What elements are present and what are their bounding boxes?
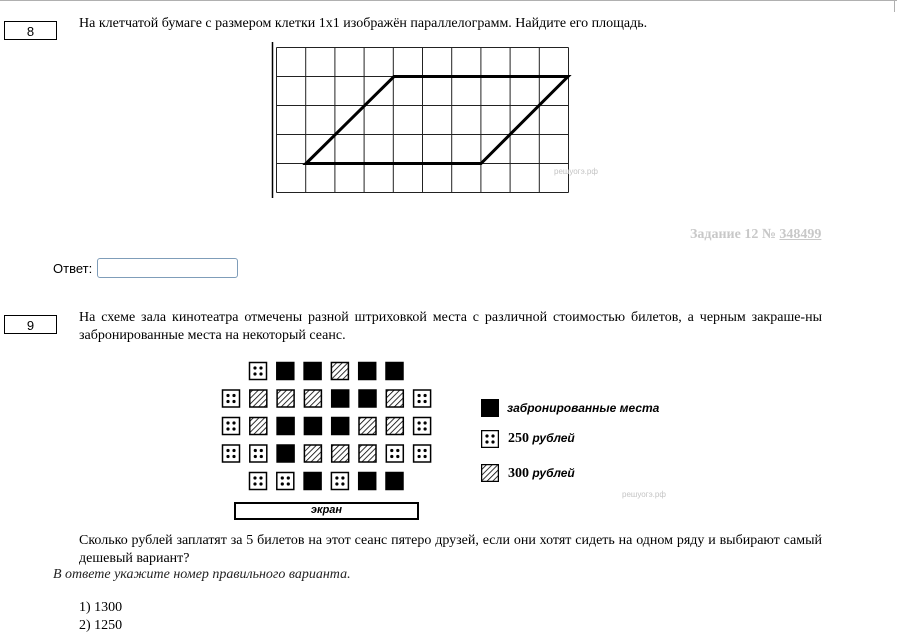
answer-option-1: 1) 1300 xyxy=(79,600,123,615)
legend-300-currency: рублей xyxy=(532,466,575,480)
legend-250-price: 250 xyxy=(508,431,529,446)
seat-booked xyxy=(332,390,349,407)
seat-250 xyxy=(277,473,294,490)
seat-250 xyxy=(250,363,267,380)
right-divider xyxy=(894,0,895,12)
seat-250 xyxy=(223,390,240,407)
seat-booked xyxy=(277,418,294,435)
answer-instruction: В ответе укажите номер правильного варианта. xyxy=(53,567,351,582)
seat-300-swatch xyxy=(481,464,499,487)
task-number-box: 9 xyxy=(4,315,57,334)
seat-booked xyxy=(386,473,403,490)
seat-300 xyxy=(277,390,294,407)
screen-label: экран xyxy=(234,502,419,520)
grid-watermark: решуогэ.рф xyxy=(554,167,598,176)
seat-booked xyxy=(277,445,294,462)
legend-250-label xyxy=(508,431,575,447)
seat-250 xyxy=(223,445,240,462)
parallelogram-shape xyxy=(306,77,568,164)
seat-300 xyxy=(250,418,267,435)
seat-300 xyxy=(250,390,267,407)
seat-300 xyxy=(359,418,376,435)
seat-250 xyxy=(414,445,431,462)
task8-question: На клетчатой бумаге с размером клетки 1x1 изображён параллелограмм. Найдите его площадь. xyxy=(79,16,648,31)
seat-booked xyxy=(386,363,403,380)
seat-250 xyxy=(223,418,240,435)
seat-booked xyxy=(277,363,294,380)
task-number-box: 8 xyxy=(4,21,57,40)
seat-map xyxy=(220,360,460,500)
seat-booked xyxy=(332,418,349,435)
seat-250 xyxy=(250,473,267,490)
seat-250 xyxy=(250,445,267,462)
task9-question-2: Сколько рублей заплатят за 5 билетов на этот сеанс пятеро друзей, если они хотят сидеть на одном ряду и выбирают самый дешевый вариант? xyxy=(79,533,822,566)
hall-watermark: решуогэ.рф xyxy=(622,490,666,499)
legend-250-currency: рублей xyxy=(532,431,575,445)
seat-300 xyxy=(304,390,321,407)
seat-300 xyxy=(386,390,403,407)
seat-booked xyxy=(304,418,321,435)
answer-label: Ответ: xyxy=(53,261,93,276)
seat-300 xyxy=(304,445,321,462)
answer-option-2: 2) 1250 xyxy=(79,618,123,633)
seat-250-swatch xyxy=(481,430,499,453)
task-reference-prefix: Задание 12 № xyxy=(690,227,780,242)
seat-300 xyxy=(332,445,349,462)
task-reference xyxy=(690,227,821,243)
seat-300 xyxy=(331,363,348,380)
seat-300 xyxy=(359,445,376,462)
seat-booked xyxy=(304,363,321,380)
seat-250 xyxy=(414,418,431,435)
cinema-hall-scheme xyxy=(220,360,460,500)
seat-250 xyxy=(414,390,431,407)
legend-300-label xyxy=(508,466,575,482)
top-divider xyxy=(0,0,897,1)
legend-booked-label: забронированные места xyxy=(507,401,660,415)
seat-rows xyxy=(220,360,460,505)
seat-300 xyxy=(386,418,403,435)
answer-input[interactable] xyxy=(97,258,238,278)
booked-seat-swatch xyxy=(481,399,499,417)
seat-booked xyxy=(304,473,321,490)
seat-booked xyxy=(359,473,376,490)
task9-question: На схеме зала кинотеатра отмечены разной штриховкой места с различной стоимостью билетов, а черным закраше-ны забронированные места на некоторый сеанс. xyxy=(79,310,822,343)
seat-250 xyxy=(386,445,403,462)
seat-booked xyxy=(359,390,376,407)
seat-booked xyxy=(359,363,376,380)
task-id-link[interactable]: 348499 xyxy=(779,227,822,242)
seat-250 xyxy=(331,473,348,490)
legend-300-price: 300 xyxy=(508,466,529,481)
parallelogram-grid-figure xyxy=(268,40,608,200)
